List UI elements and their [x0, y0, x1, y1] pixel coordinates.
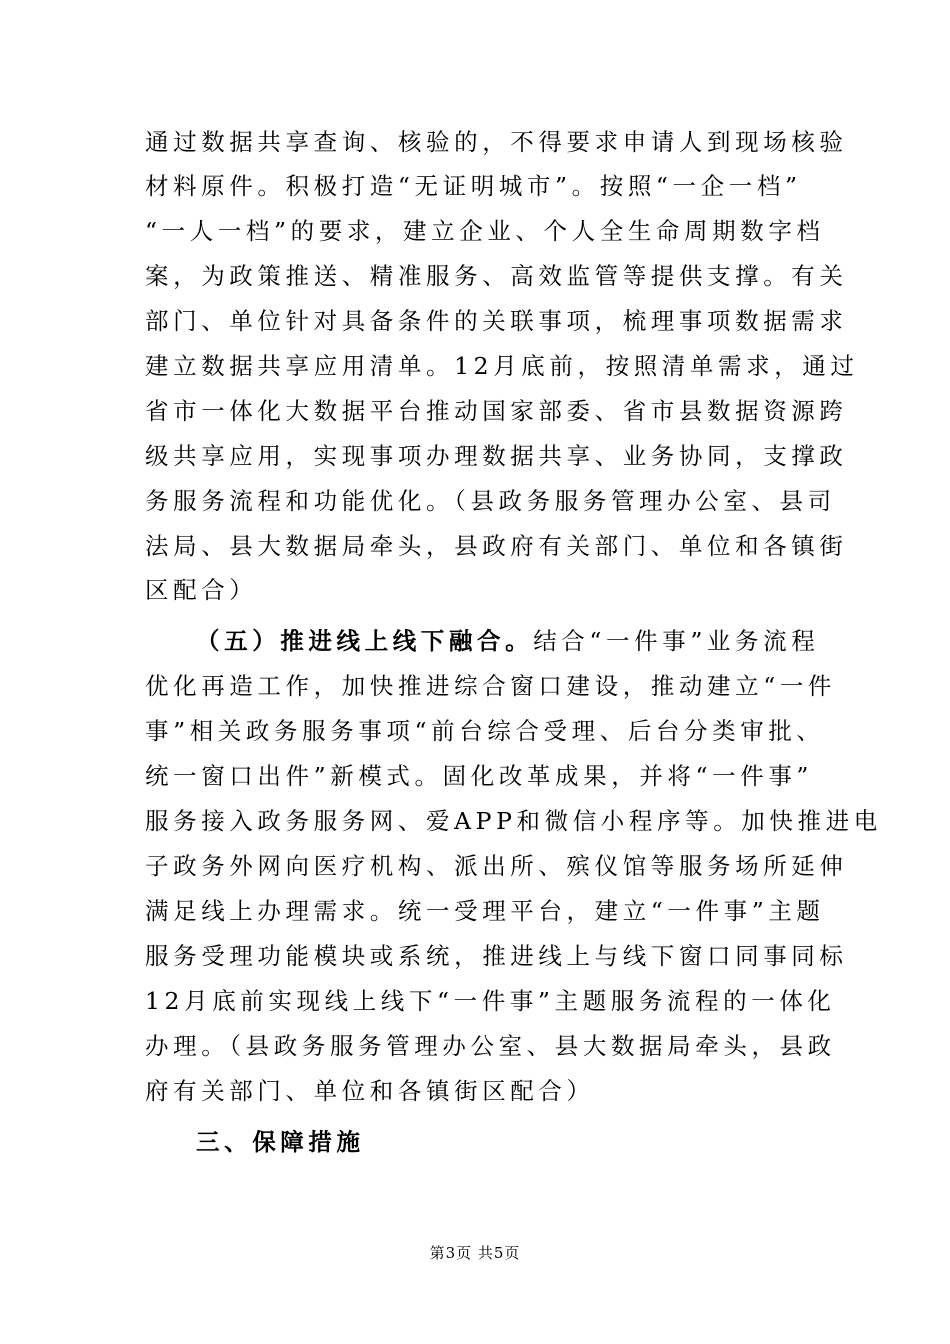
body-line-2: 材料原件。积极打造“无证明城市”。按照“一企一档” [145, 172, 802, 200]
section5-line-5: 服务接入政务服务网、爱APP和微信小程序等。加快推进电 [145, 807, 882, 835]
section5-line-8: 服务受理功能模块或系统，推进线上与线下窗口同事同标 [145, 942, 848, 970]
section5-line-3: 事”相关政务服务事项“前台综合受理、后台分类审批、 [145, 717, 825, 745]
body-line-8: 级共享应用，实现事项办理数据共享、业务协同，支撑政 [145, 442, 848, 470]
section5-line-7: 满足线上办理需求。统一受理平台，建立“一件事”主题 [145, 897, 825, 925]
section5-line-4: 统一窗口出件”新模式。固化改革成果，并将“一件事” [145, 762, 814, 790]
body-line-4: 案，为政策推送、精准服务、高效监管等提供支撑。有关 [145, 262, 848, 290]
body-line-1: 通过数据共享查询、核验的，不得要求申请人到现场核验 [145, 128, 848, 156]
body-line-6: 建立数据共享应用清单。12月底前，按照清单需求，通过 [145, 352, 859, 380]
section5-first-line-text: 结合“一件事”业务流程 [533, 627, 820, 655]
section5-first-line [196, 626, 819, 656]
section5-line-2: 优化再造工作，加快推进综合窗口建设，推动建立“一件 [145, 672, 837, 700]
body-line-11: 区配合） [145, 576, 258, 604]
section5-heading: （五）推进线上线下融合。 [196, 627, 534, 655]
body-line-5: 部门、单位针对具备条件的关联事项，梳理事项数据需求 [145, 307, 848, 335]
body-line-3: “一人一档”的要求，建立企业、个人全生命周期数字档 [145, 217, 825, 245]
section5-line-11: 府有关部门、单位和各镇街区配合） [145, 1077, 595, 1105]
body-line-7: 省市一体化大数据平台推动国家部委、省市县数据资源跨 [145, 397, 848, 425]
body-line-10: 法局、县大数据局牵头，县政府有关部门、单位和各镇街 [145, 532, 848, 560]
body-line-9: 务服务流程和功能优化。（县政务服务管理办公室、县司 [145, 487, 836, 515]
page-footer: 第3页 共5页 [429, 1244, 521, 1262]
section5-line-6: 子政务外网向医疗机构、派出所、殡仪馆等服务场所延伸 [145, 852, 848, 880]
section5-line-9: 12月底前实现线上线下“一件事”主题服务流程的一体化 [145, 987, 836, 1015]
section3-heading: 三、保障措施 [196, 1128, 365, 1156]
section5-line-10: 办理。（县政务服务管理办公室、县大数据局牵头，县政 [145, 1032, 836, 1060]
